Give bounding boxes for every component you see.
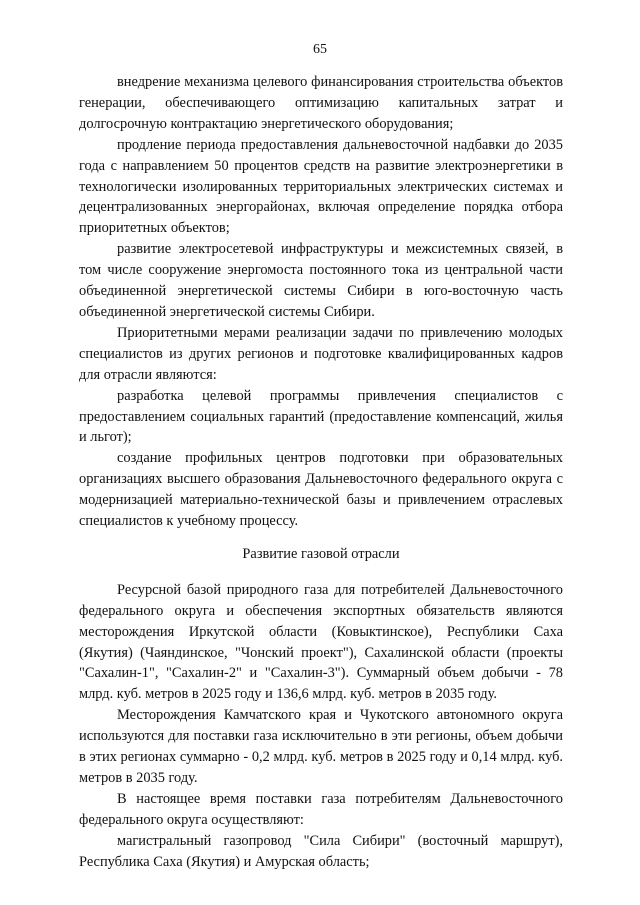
section-heading: Развитие газовой отрасли xyxy=(242,545,400,562)
paragraph: развитие электросетевой инфраструктуры и межсистемных связей, в том числе сооружение энергомоста постоянного тока из центральной части объединенной энергетической системы Сибири в юго-восточную часть объединенной энергетической системы Сибири. xyxy=(79,241,563,320)
paragraph: Приоритетными мерами реализации задачи по привлечению молодых специалистов из других регионов и подготовке квалифицированных кадров для отрасли являются: xyxy=(79,324,563,383)
page-content xyxy=(79,72,563,873)
paragraph: В настоящее время поставки газа потребителям Дальневосточного федерального округа осуществляют: xyxy=(79,790,563,828)
page-number: 65 xyxy=(313,42,327,57)
paragraph: разработка целевой программы привлечения специалистов с предоставлением социальных гарантий (предоставление компенсаций, жилья и льгот); xyxy=(79,387,563,446)
paragraph: продление периода предоставления дальневосточной надбавки до 2035 года с направлением 50 процентов средств на развитие электроэнергетики в технологически изолированных территориальных электрических системах и децентрализованных энергорайонах, включая определение порядка отбора приоритетных объектов; xyxy=(79,136,563,237)
paragraph: магистральный газопровод "Сила Сибири" (восточный маршрут), Республика Саха (Якутия) и Амурская область; xyxy=(79,832,563,870)
paragraph: Месторождения Камчатского края и Чукотского автономного округа используются для поставки газа исключительно в эти регионы, объем добычи в этих регионах суммарно - 0,2 млрд. куб. метров в 2025 году и 0,14 млрд. куб. метров в 2035 году. xyxy=(79,707,563,786)
paragraph: внедрение механизма целевого финансирования строительства объектов генерации, обеспечивающего оптимизацию капитальных затрат и долгосрочную контрактацию энергетического оборудования; xyxy=(79,74,563,132)
paragraph: Ресурсной базой природного газа для потребителей Дальневосточного федерального округа и обеспечения экспортных обязательств являются месторождения Иркутской области (Ковыктинское), Республики Саха (Якутия) (Чаяндинское, "Чонский проект"), Сахалинской области (проекты "Сахалин-1", "Сахалин-2" и "Сахалин-3"). Суммарный объем добычи - 78 млрд. куб. метров в 2025 году и 136,6 млрд. куб. метров в 2035 году. xyxy=(79,581,563,703)
paragraph: создание профильных центров подготовки при образовательных организациях высшего образования Дальневосточного федерального округа с модернизацией материально-технической базы и привлечением отраслевых специалистов к учебному процессу. xyxy=(79,450,563,530)
